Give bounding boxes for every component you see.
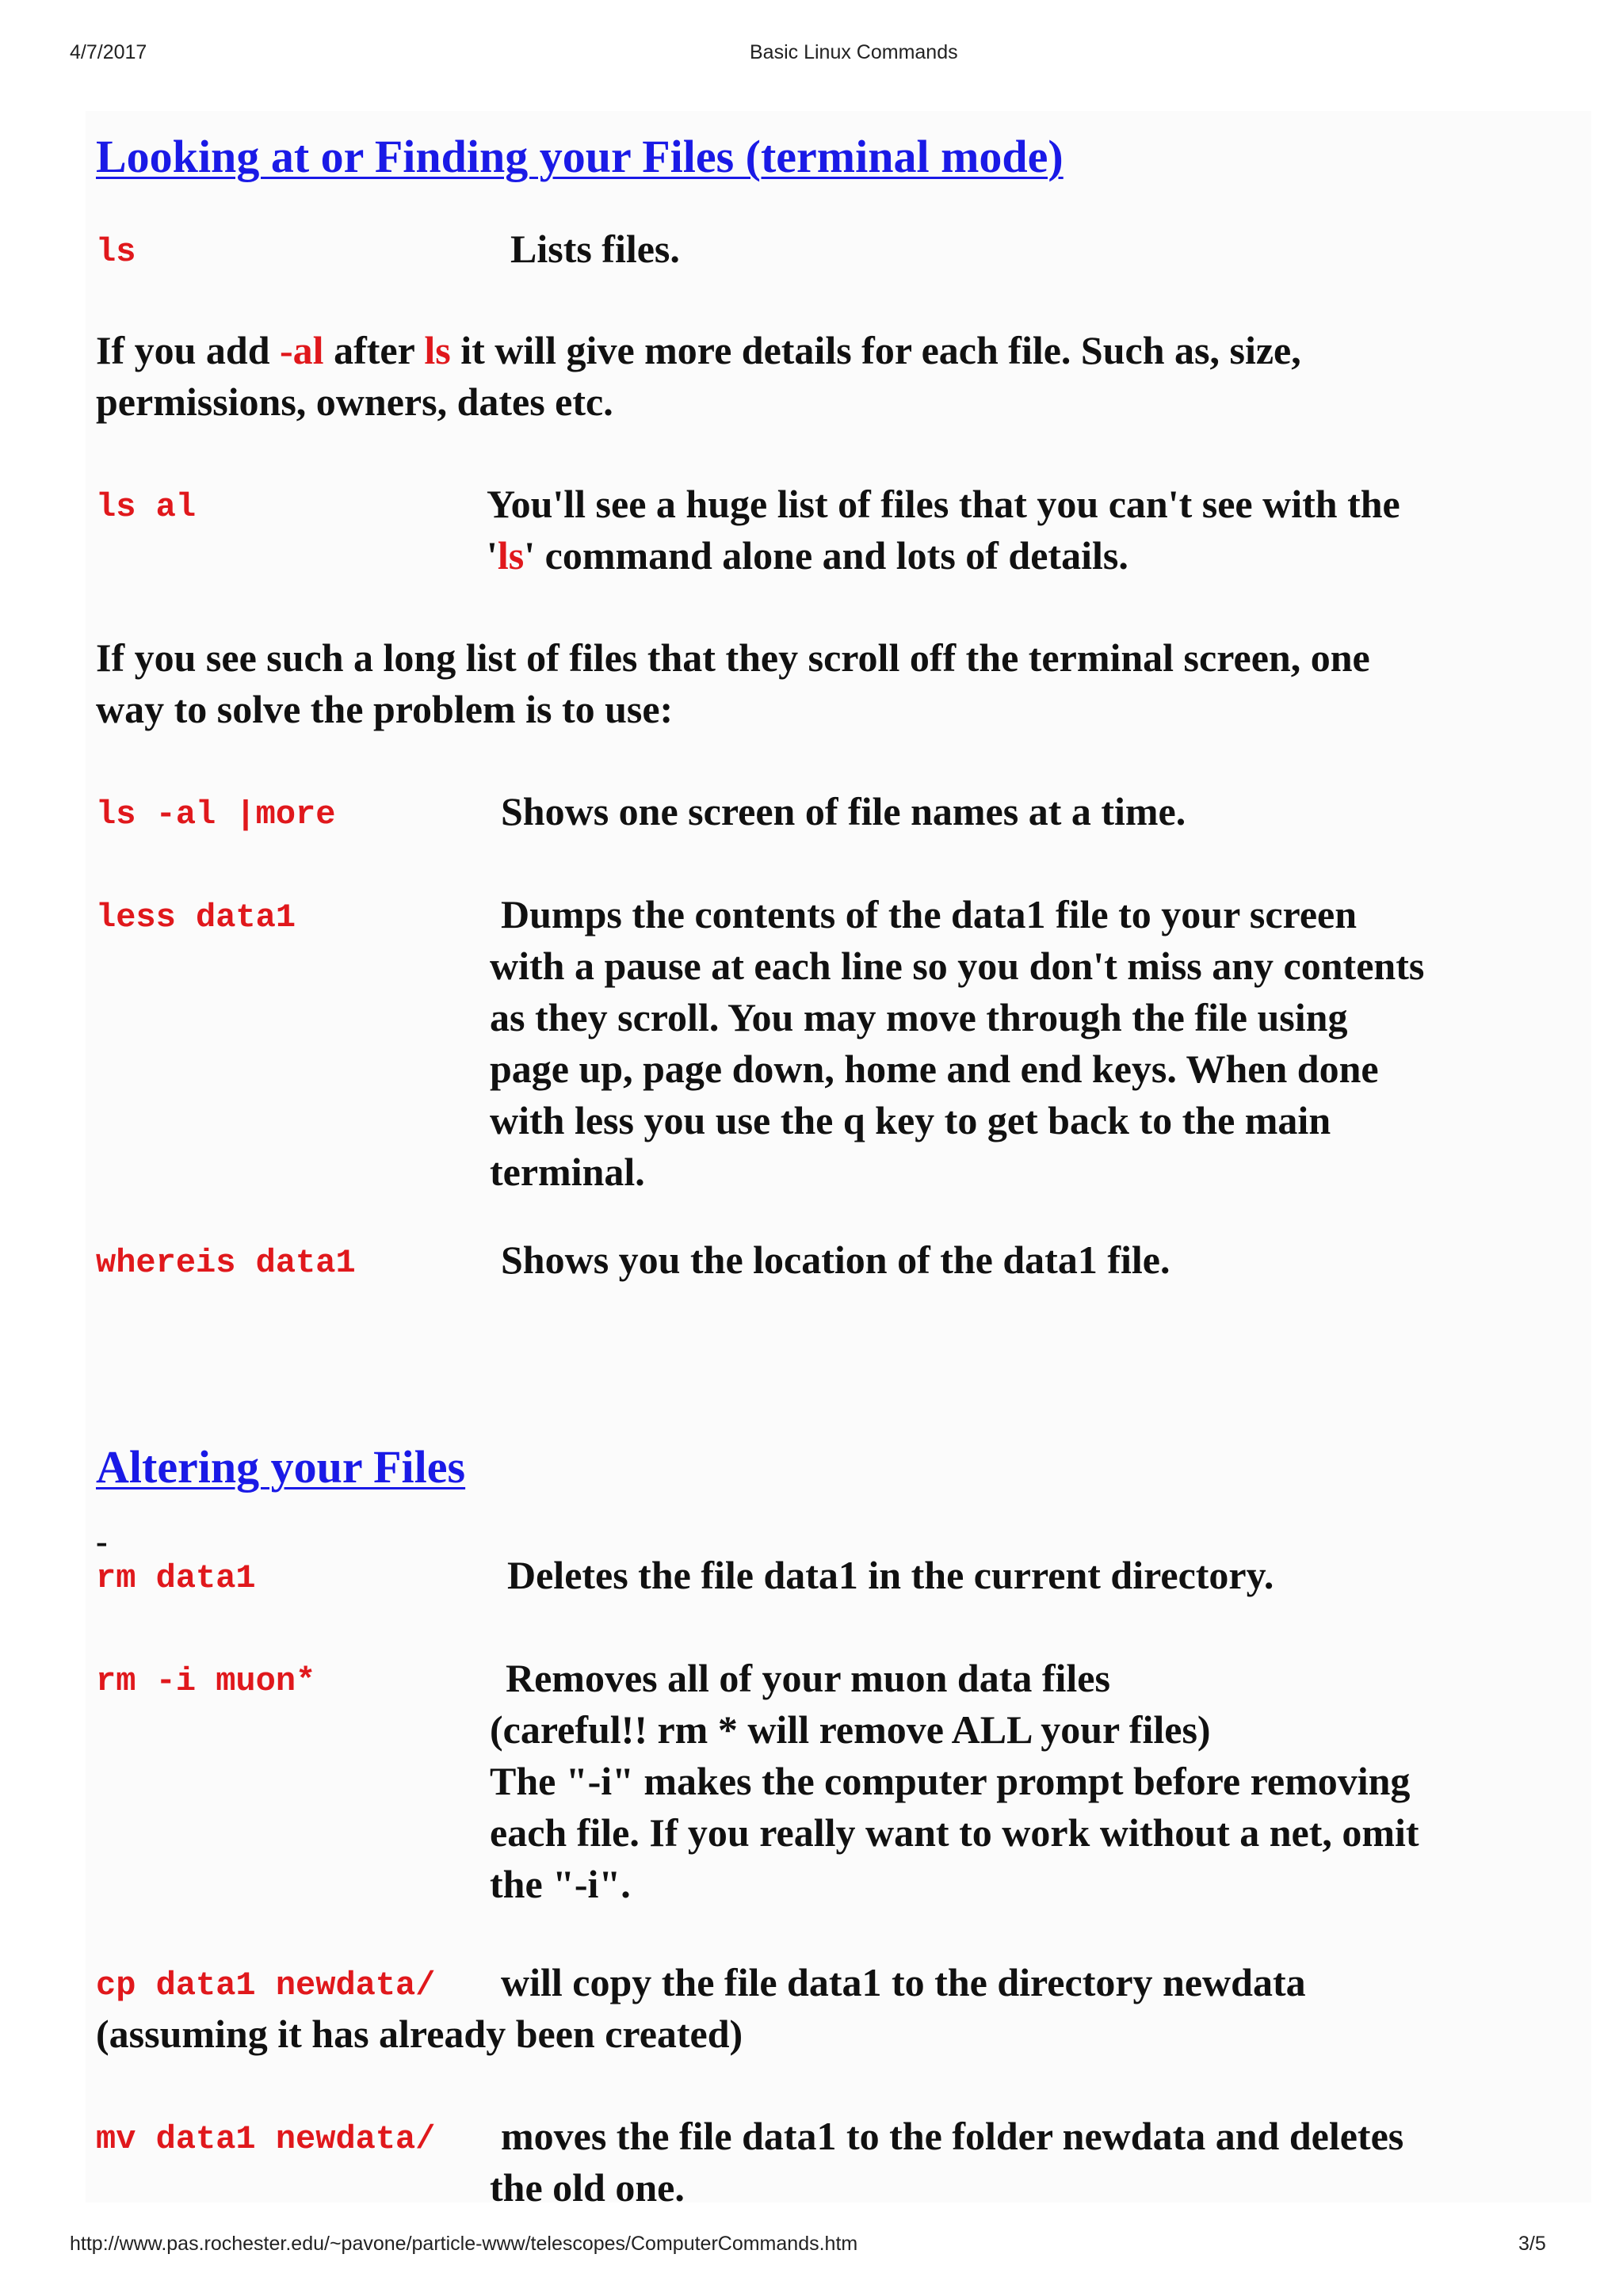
desc-line: page up, page down, home and end keys. When done <box>490 1047 1379 1091</box>
paragraph-scroll-info <box>96 632 1370 735</box>
paragraph-line: If you add -al after ls it will give more details for each file. Such as, size, <box>96 328 1301 372</box>
paragraph-line: If you see such a long list of files that they scroll off the terminal screen, one <box>96 635 1370 680</box>
paragraph-ls-al-info <box>96 325 1301 428</box>
command-rm-i: rm -i muon* <box>96 1662 316 1700</box>
section-heading-altering-files[interactable]: Altering your Files <box>96 1441 466 1493</box>
desc-whereis: Shows you the location of the data1 file. <box>501 1238 1170 1282</box>
desc-line: with less you use the q key to get back to the main <box>490 1098 1331 1142</box>
desc-line: terminal. <box>490 1150 645 1194</box>
desc-less <box>490 889 1424 1198</box>
print-page-number: 3/5 <box>1518 2233 1546 2255</box>
command-rm: rm data1 <box>96 1559 256 1597</box>
desc-ls: Lists files. <box>510 227 680 271</box>
desc-cp-continued: (assuming it has already been created) <box>96 2012 743 2056</box>
desc-line: Dumps the contents of the data1 file to your screen <box>501 892 1358 936</box>
command-ls-al: ls al <box>96 488 197 526</box>
desc-line: as they scroll. You may move through the file using <box>490 995 1348 1039</box>
desc-line: moves the file data1 to the folder newdata and deletes <box>501 2114 1404 2158</box>
desc-line: each file. If you really want to work without a net, omit <box>490 1810 1419 1855</box>
paragraph-line: permissions, owners, dates etc. <box>96 379 613 424</box>
desc-line: with a pause at each line so you don't miss any contents <box>490 944 1425 988</box>
desc-line: the old one. <box>490 2165 685 2210</box>
desc-line: The "-i" makes the computer prompt before removing <box>490 1759 1411 1803</box>
desc-rm-i <box>490 1653 1419 1910</box>
desc-line: (careful!! rm * will remove ALL your files) <box>490 1707 1211 1752</box>
desc-ls-al <box>487 479 1400 582</box>
desc-ls-more: Shows one screen of file names at a time. <box>501 789 1186 833</box>
desc-mv <box>490 2111 1403 2214</box>
command-mv: mv data1 newdata/ <box>96 2120 436 2158</box>
print-url: http://www.pas.rochester.edu/~pavone/particle-www/telescopes/ComputerCommands.htm <box>70 2233 858 2255</box>
print-title: Basic Linux Commands <box>750 41 958 63</box>
command-ls-more: ls -al |more <box>96 795 336 833</box>
print-date: 4/7/2017 <box>70 41 147 63</box>
desc-line: 'ls' command alone and lots of details. <box>487 533 1128 578</box>
section-heading-finding-files[interactable]: Looking at or Finding your Files (terminal mode) <box>96 131 1064 182</box>
desc-cp: will copy the file data1 to the directory newdata <box>501 1960 1306 2004</box>
desc-line: Removes all of your muon data files <box>506 1656 1110 1700</box>
command-less: less data1 <box>96 898 296 936</box>
desc-rm: Deletes the file data1 in the current directory. <box>507 1553 1274 1597</box>
desc-line: the "-i". <box>490 1862 631 1906</box>
command-ls: ls <box>96 233 136 271</box>
desc-line: You'll see a huge list of files that you can't see with the <box>487 482 1400 526</box>
command-cp: cp data1 newdata/ <box>96 1966 436 2004</box>
paragraph-line: way to solve the problem is to use: <box>96 687 674 731</box>
dash-marker: - <box>96 1522 108 1561</box>
command-whereis: whereis data1 <box>96 1244 356 1282</box>
